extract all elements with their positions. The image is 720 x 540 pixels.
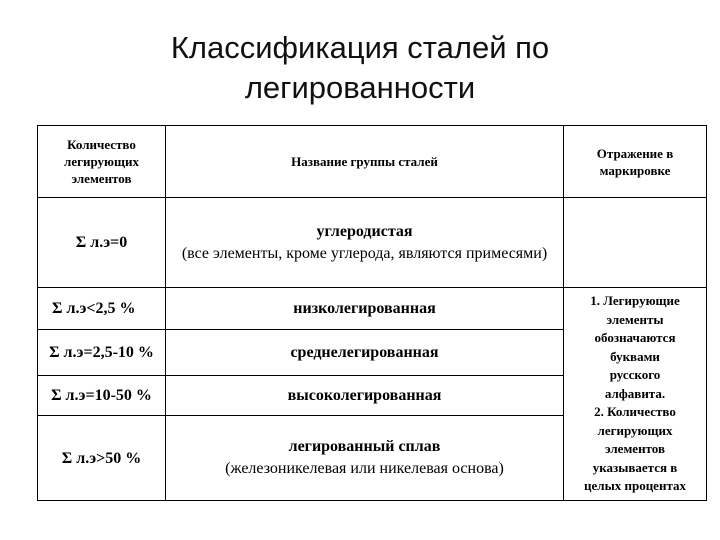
group-name-cell (166, 416, 564, 501)
marking-line: буквами (610, 348, 660, 364)
table-row (38, 198, 707, 288)
marking-line: 1. Легирующие (590, 293, 680, 309)
marking-line: обозначаются (594, 330, 676, 346)
marking-line: русского (609, 367, 661, 383)
alloying-level-cell: Σ л.э=10-50 % (38, 376, 166, 416)
group-name-cell (166, 288, 564, 330)
marking-line: целых процентах (584, 478, 686, 494)
header-alloying-count: Количество легирующих элементов (38, 126, 166, 198)
marking-line: 2. Количество (594, 404, 676, 420)
slide-title-line-2: легированности (244, 70, 476, 105)
header-marking: Отражение в маркировке (564, 126, 707, 198)
alloying-level-cell: Σ л.э=0 (38, 198, 166, 288)
alloying-level-cell: Σ л.э>50 % (38, 416, 166, 501)
group-name-cell (166, 330, 564, 376)
group-note: (все элементы, кроме углерода, являются примесями) (181, 244, 548, 262)
marking-line: элементы (606, 311, 664, 327)
group-name: среднелегированная (290, 343, 439, 361)
alloying-level-cell: Σ л.э=2,5-10 % (38, 330, 166, 376)
marking-line: легирующих (597, 422, 673, 438)
marking-line: элементов (605, 441, 665, 457)
marking-line: указывается в (592, 459, 678, 475)
group-note: (железоникелевая или никелевая основа) (225, 460, 504, 477)
group-name: высоколегированная (287, 386, 442, 404)
group-name: низколегированная (293, 299, 436, 317)
group-name-cell (166, 198, 564, 288)
alloying-level-cell: Σ л.э<2,5 % (38, 288, 166, 330)
slide-title-line-1: Классификация сталей по (170, 30, 550, 65)
group-name-cell (166, 376, 564, 416)
steel-classification-table (37, 125, 707, 501)
group-name: легированный сплав (288, 438, 441, 455)
marking-note-cell (564, 288, 707, 501)
table-row (38, 288, 707, 330)
header-group-name: Название группы сталей (166, 126, 564, 198)
group-name: углеродистая (316, 222, 413, 240)
table-header-row (38, 126, 707, 198)
marking-line: алфавита. (604, 385, 666, 401)
marking-empty-cell (564, 198, 707, 288)
slide-title (0, 28, 720, 108)
